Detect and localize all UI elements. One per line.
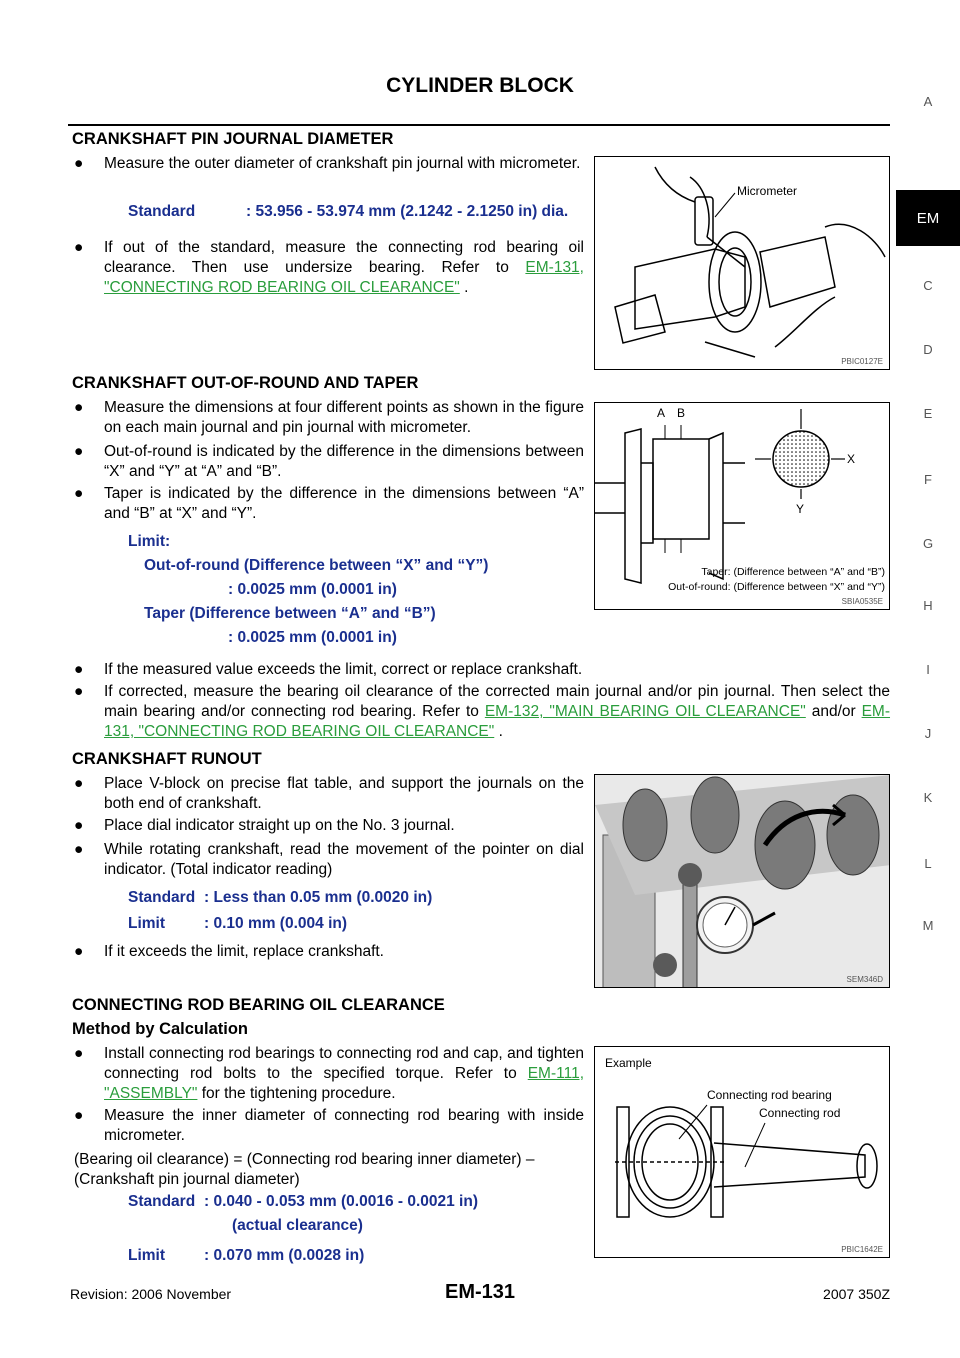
bullet-conrod-install	[74, 1044, 584, 1104]
figure-id: SEM346D	[846, 975, 883, 984]
side-index-a[interactable]: A	[923, 94, 933, 109]
spec-limit-label: Limit:	[128, 533, 171, 550]
bullet-dot: ●	[74, 239, 84, 256]
figure-label-bearing: Connecting rod bearing	[707, 1088, 832, 1102]
link-em131-conrod-clearance[interactable]: EM-131, "CONNECTING ROD BEARING OIL CLEARANCE"	[104, 703, 891, 740]
bullet-dot: ●	[74, 443, 84, 460]
spec-standard-value: : Less than 0.05 mm (0.0020 in)	[204, 889, 433, 906]
spec-oor-value: : 0.0025 mm (0.0001 in)	[228, 581, 397, 598]
figure-id: PBIC1642E	[841, 1245, 883, 1254]
bullet-dot: ●	[74, 841, 84, 858]
bullet-text: Measure the outer diameter of crankshaft pin journal with micrometer.	[104, 155, 581, 172]
section-heading-conrod: CONNECTING ROD BEARING OIL CLEARANCE	[72, 996, 445, 1014]
side-index-f[interactable]: F	[924, 472, 932, 487]
micrometer-illustration	[595, 157, 890, 370]
bullet-dot: ●	[74, 1045, 84, 1062]
side-index-l[interactable]: L	[924, 856, 932, 871]
spec-standard-label: Standard	[128, 889, 196, 906]
side-index-j[interactable]: J	[924, 726, 932, 741]
side-index-e[interactable]: E	[923, 406, 933, 421]
figure-label-y: Y	[796, 502, 805, 516]
bullet-dot: ●	[74, 661, 84, 678]
figure-label-conrod: Connecting rod	[759, 1106, 841, 1120]
bullet-text: While rotating crankshaft, read the movement of the pointer on dial indicator. (Total indicator reading)	[104, 841, 584, 878]
section-heading-out-of-round: CRANKSHAFT OUT-OF-ROUND AND TAPER	[72, 374, 419, 392]
bullet-dot: ●	[74, 399, 84, 416]
figure-conrod-example	[594, 1046, 890, 1258]
spec-conrod	[128, 1190, 478, 1268]
bullet-text: Out-of-round is indicated by the difference in the dimensions between “X” and “Y” at “A” and “B”.	[104, 443, 584, 480]
figure-caption-oor: Out-of-round: (Difference between “X” and “Y”)	[668, 581, 885, 593]
figure-runout	[594, 774, 890, 988]
bullet-dot: ●	[74, 817, 84, 834]
figure-title-example: Example	[605, 1056, 652, 1070]
spec-limit-value: : 0.10 mm (0.004 in)	[204, 915, 348, 932]
bullet-oor-measure	[74, 398, 584, 438]
spec-limit-label: Limit	[128, 1247, 166, 1264]
spec-taper-value: : 0.0025 mm (0.0001 in)	[228, 629, 397, 646]
bullet-oor-corrected	[74, 682, 890, 742]
side-index-k[interactable]: K	[923, 790, 933, 805]
figure-caption-taper: Taper: (Difference between “A” and “B”)	[701, 566, 885, 578]
spec-runout	[128, 886, 433, 936]
bullet-text: If out of the standard, measure the connecting rod bearing oil clearance. Then use undersize bearing. Refer to	[104, 239, 584, 276]
side-index-c[interactable]: C	[923, 278, 933, 293]
bullet-dot: ●	[74, 775, 84, 792]
footer-model: 2007 350Z	[823, 1286, 890, 1302]
footer-page-number: EM-131	[444, 1281, 516, 1303]
bullet-text-end: for the tightening procedure.	[197, 1085, 396, 1102]
spec-value: : 53.956 - 53.974 mm (2.1242 - 2.1250 in) dia.	[246, 203, 569, 220]
bullet-text: Place dial indicator straight up on the No. 3 journal.	[104, 817, 455, 834]
bullet-runout-indicator	[74, 816, 584, 836]
figure-micrometer	[594, 156, 890, 370]
bullet-taper-definition	[74, 484, 584, 524]
formula-bearing-clearance: (Bearing oil clearance) = (Connecting rod bearing inner diameter) – (Crankshaft pin journal diameter)	[74, 1151, 535, 1188]
bullet-text: Measure the inner diameter of connecting rod bearing with inside micrometer.	[104, 1107, 584, 1144]
header-rule	[68, 124, 890, 126]
figure-label-micrometer: Micrometer	[737, 184, 798, 198]
side-index-h[interactable]: H	[923, 598, 933, 613]
spec-standard-label: Standard	[128, 1193, 196, 1210]
section-heading-runout: CRANKSHAFT RUNOUT	[72, 750, 262, 768]
bullet-dot: ●	[74, 943, 84, 960]
figure-label-x: X	[847, 452, 856, 466]
bullet-text: Place V-block on precise flat table, and support the journals on the both end of crankshaft.	[104, 775, 584, 812]
bullet-text-end: .	[459, 279, 469, 296]
figure-label-a: A	[657, 406, 666, 420]
bullet-oor-replace	[74, 660, 890, 680]
link-em111-assembly[interactable]: EM-111, "ASSEMBLY"	[104, 1065, 584, 1102]
bullet-runout-rotate	[74, 840, 584, 880]
figure-id: PBIC0127E	[841, 357, 883, 366]
spec-standard-value: : 0.040 - 0.053 mm (0.0016 - 0.0021 in)	[204, 1193, 478, 1210]
side-index-m[interactable]: M	[922, 918, 934, 933]
bullet-runout-vblock	[74, 774, 584, 814]
spec-standard-value-note: (actual clearance)	[232, 1217, 363, 1234]
runout-photo	[595, 775, 890, 988]
bullet-text: If it exceeds the limit, replace crankshaft.	[104, 943, 384, 960]
figure-journal-measure-points	[594, 402, 890, 610]
side-index-i[interactable]: I	[926, 662, 930, 677]
footer-revision: Revision: 2006 November	[70, 1286, 232, 1302]
bullet-pin-measure	[74, 154, 584, 174]
bullet-text-end: .	[494, 723, 503, 740]
spec-oor-limits	[128, 530, 488, 650]
bullet-text: If corrected, measure the bearing oil clearance of the corrected main journal and/or pin journal. Then select the main bearing and/or connecting rod bearing. Refer to	[104, 683, 890, 720]
subheading-method-calculation: Method by Calculation	[72, 1020, 249, 1038]
bullet-text: Taper is indicated by the difference in the dimensions between “A” and “B” at “X” and “Y”.	[104, 485, 584, 522]
page-title: CYLINDER BLOCK	[386, 74, 574, 97]
figure-id: SBIA0535E	[841, 597, 883, 606]
spec-oor-label: Out-of-round (Difference between “X” and “Y”)	[144, 557, 489, 574]
bullet-text-mid: and/or	[805, 703, 862, 720]
side-index-d[interactable]: D	[923, 342, 933, 357]
bullet-dot: ●	[74, 155, 84, 172]
journal-diagram	[595, 403, 890, 610]
figure-label-b: B	[677, 406, 686, 420]
bullet-dot: ●	[74, 1107, 84, 1124]
spec-pin-standard	[128, 200, 569, 224]
bullet-conrod-measure	[74, 1106, 584, 1146]
bullet-text: Measure the dimensions at four different points as shown in the figure on each main journal and pin journal with micrometer.	[104, 399, 584, 436]
bullet-pin-out-of-standard	[74, 238, 584, 298]
side-index-g[interactable]: G	[922, 536, 934, 551]
bullet-runout-replace	[74, 942, 584, 962]
bullet-text: Install connecting rod bearings to connecting rod and cap, and tighten connecting rod bolts to the specified torque. Refer to	[104, 1045, 584, 1082]
spec-label: Standard	[128, 203, 196, 220]
bullet-dot: ●	[74, 683, 84, 700]
bullet-text: If the measured value exceeds the limit, correct or replace crankshaft.	[104, 661, 583, 678]
bullet-oor-definition	[74, 442, 584, 482]
spec-limit-value: : 0.070 mm (0.0028 in)	[204, 1247, 365, 1264]
link-em132-main-bearing[interactable]: EM-132, "MAIN BEARING OIL CLEARANCE"	[484, 703, 806, 720]
spec-limit-label: Limit	[128, 915, 166, 932]
bullet-dot: ●	[74, 485, 84, 502]
spec-taper-label: Taper (Difference between “A” and “B”)	[144, 605, 436, 622]
section-heading-pin-journal: CRANKSHAFT PIN JOURNAL DIAMETER	[72, 130, 394, 148]
conrod-diagram	[595, 1047, 890, 1258]
link-em131-conrod-clearance[interactable]: EM-131, "CONNECTING ROD BEARING OIL CLEARANCE"	[104, 259, 584, 296]
side-index-em-active[interactable]: EM	[896, 190, 960, 246]
